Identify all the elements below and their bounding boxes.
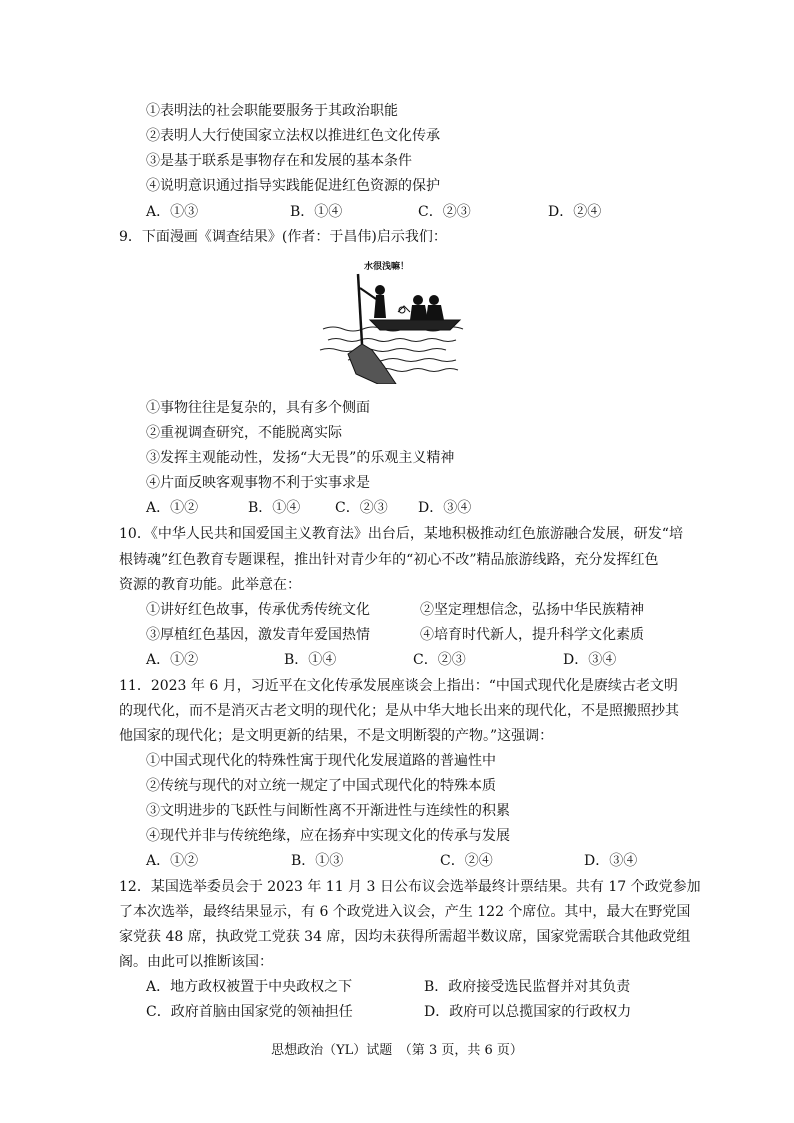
- q12-option-d: D．政府可以总揽国家的行政权力: [424, 1004, 632, 1020]
- q12-stem-line-3: 家党获 48 席，执政党工党获 34 席，因均未获得所需超半数议席，国家党需联合其他政党组: [119, 929, 691, 945]
- q10-option-a: A．①②: [146, 652, 199, 668]
- q11-stem-line-3: 他国家的现代化；是文明更新的结果，不是文明断裂的产物。”这强调：: [119, 728, 554, 744]
- q8-option-d: D．②④: [548, 204, 602, 220]
- q10-statement-3: ③厚植红色基因，激发青年爱国热情: [146, 627, 370, 643]
- q12-option-c: C．政府首脑由国家党的领袖担任: [146, 1004, 353, 1020]
- cartoon-illustration: [318, 254, 466, 384]
- q10-option-b: B．①④: [284, 652, 337, 668]
- q8-statement-1: ①表明法的社会职能要服务于其政治职能: [146, 103, 398, 119]
- q11-statement-3: ③文明进步的飞跃性与间断性离不开渐进性与连续性的积累: [146, 803, 510, 819]
- q12-option-b: B．政府接受选民监督并对其负责: [424, 979, 631, 995]
- q9-statement-4: ④片面反映客观事物不利于实事求是: [146, 475, 370, 491]
- q11-statement-2: ②传统与现代的对立统一规定了中国式现代化的特殊本质: [146, 778, 496, 794]
- q11-option-b: B．①③: [291, 853, 344, 869]
- q11-option-c: C．②④: [440, 853, 493, 869]
- cartoon-caption: 水很浅嘛！: [364, 261, 410, 271]
- q12-stem-line-2: 了本次选举，最终结果显示，有 6 个政党进入议会，产生 122 个席位。其中，最大在野党国: [119, 904, 691, 920]
- q10-statement-1: ①讲好红色故事，传承优秀传统文化: [146, 602, 370, 618]
- q9-option-a: A．①②: [146, 500, 199, 516]
- q11-stem-line-1: 11．2023 年 6 月，习近平在文化传承发展座谈会上指出：“中国式现代化是赓续古老文明: [119, 678, 678, 694]
- q9-statement-2: ②重视调查研究，不能脱离实际: [146, 425, 342, 441]
- q9-option-c: C．②③: [335, 500, 388, 516]
- q9-statement-3: ③发挥主观能动性，发扬“大无畏”的乐观主义精神: [146, 450, 455, 466]
- q10-stem-line-1: 10．《中华人民共和国爱国主义教育法》出台后，某地积极推动红色旅游融合发展，研发“培: [119, 526, 683, 542]
- q11-option-a: A．①②: [146, 853, 199, 869]
- page-footer: 思想政治（YL）试题 （第 3 页，共 6 页）: [271, 1043, 523, 1058]
- q8-statement-2: ②表明人大行使国家立法权以推进红色文化传承: [146, 128, 440, 144]
- q9-cartoon: [318, 254, 466, 384]
- q8-option-b: B．①④: [290, 204, 343, 220]
- q10-statement-2: ②坚定理想信念，弘扬中华民族精神: [420, 602, 644, 618]
- q10-stem-line-3: 资源的教育功能。此举意在：: [119, 577, 301, 593]
- q11-stem-line-2: 的现代化，而不是消灭古老文明的现代化；是从中华大地长出来的现代化，不是照搬照抄其: [119, 703, 679, 719]
- q12-stem-line-4: 阁。由此可以推断该国：: [119, 954, 273, 970]
- q9-option-d: D．③④: [418, 500, 472, 516]
- q11-option-d: D．③④: [584, 853, 638, 869]
- q12-stem-line-1: 12．某国选举委员会于 2023 年 11 月 3 日公布议会选举最终计票结果。共有 17 个政党参加: [119, 879, 701, 895]
- q9-statement-1: ①事物往往是复杂的，具有多个侧面: [146, 400, 370, 416]
- q10-stem-line-2: 根铸魂”红色教育专题课程，推出针对青少年的“初心不改”精品旅游线路，充分发挥红色: [119, 552, 659, 568]
- q10-option-c: C．②③: [413, 652, 466, 668]
- q11-statement-1: ①中国式现代化的特殊性寓于现代化发展道路的普遍性中: [146, 753, 496, 769]
- q8-statement-4: ④说明意识通过指导实践能促进红色资源的保护: [146, 178, 440, 194]
- q8-option-a: A．①③: [146, 204, 199, 220]
- q9-option-b: B．①④: [248, 500, 301, 516]
- q10-option-d: D．③④: [563, 652, 617, 668]
- q8-option-c: C．②③: [418, 204, 471, 220]
- q11-statement-4: ④现代并非与传统绝缘，应在扬弃中实现文化的传承与发展: [146, 828, 510, 844]
- q12-option-a: A．地方政权被置于中央政权之下: [146, 979, 353, 995]
- q8-statement-3: ③是基于联系是事物存在和发展的基本条件: [146, 153, 412, 169]
- q10-statement-4: ④培育时代新人，提升科学文化素质: [420, 627, 644, 643]
- q9-stem: 9．下面漫画《调查结果》(作者：于昌伟)启示我们：: [119, 229, 447, 245]
